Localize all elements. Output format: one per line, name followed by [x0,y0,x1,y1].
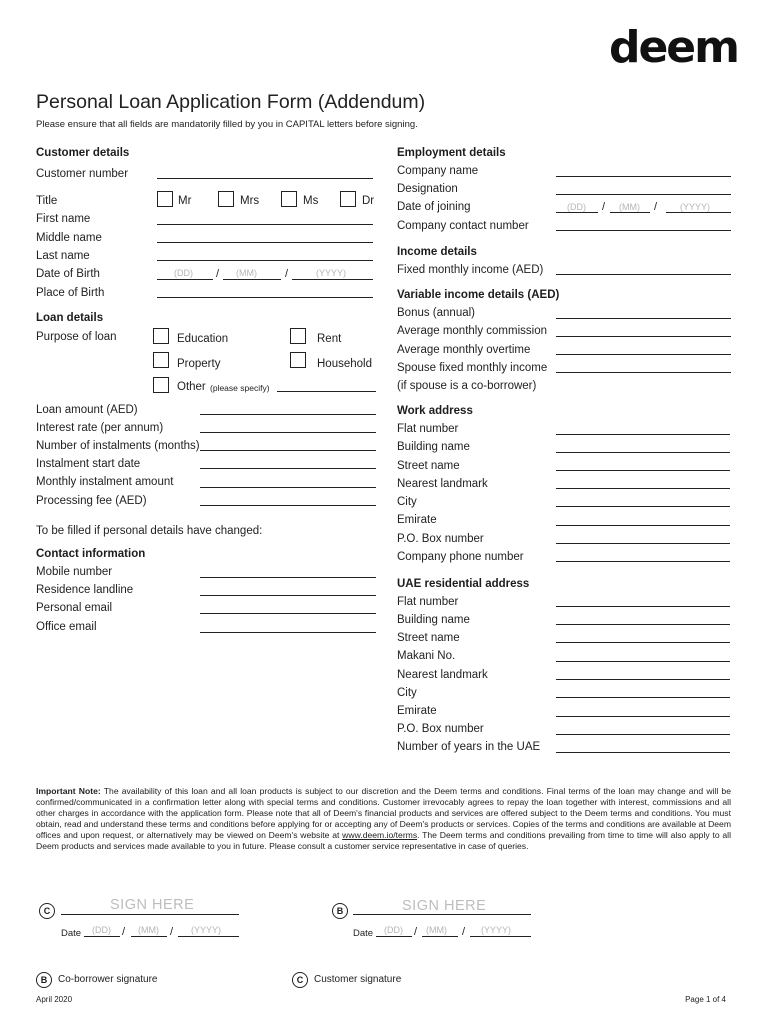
customer-sign-badge: C [39,903,55,919]
work-phone-field[interactable] [556,561,730,562]
work-pobox-field[interactable] [556,543,730,544]
title-label: Title [36,195,58,207]
company-contact-field[interactable] [556,230,731,231]
res-street-label: Street name [397,632,460,644]
loan-amount-label: Loan amount (AED) [36,404,138,416]
coborrower-date-label: Date [353,928,374,939]
page-title: Personal Loan Application Form (Addendum) [36,91,426,113]
changed-details-note: To be filled if personal details have changed: [36,525,263,537]
dob-label: Date of Birth [36,268,100,280]
middle-name-field[interactable] [157,242,373,243]
residential-heading: UAE residential address [397,578,530,590]
place-of-birth-label: Place of Birth [36,287,105,299]
legend-customer: Customer signature [314,974,402,985]
coborrower-sign-badge: B [332,903,348,919]
work-building-field[interactable] [556,452,730,453]
date-joining-label: Date of joining [397,201,471,213]
mobile-label: Mobile number [36,566,113,578]
title-mr-checkbox[interactable] [157,191,173,207]
title-ms-label: Ms [303,195,319,207]
coborrower-date-sep: / [462,926,466,938]
title-mr-label: Mr [178,195,192,207]
purpose-label: Purpose of loan [36,331,117,343]
important-note-text-end: . The Deem terms and conditions prevailing from time to time will also apply to all Deem products and services made available to you in future. Please consult a customer service representative in case of queries. [36,830,731,851]
coborrower-sign-here: SIGN HERE [402,898,487,914]
res-landmark-label: Nearest landmark [397,669,488,681]
work-flat-field[interactable] [556,434,730,435]
legend-b-badge: B [36,972,52,988]
coborrower-date-mm-field[interactable] [422,936,458,937]
res-makani-label: Makani No. [397,650,456,662]
fixed-income-label: Fixed monthly income (AED) [397,264,544,276]
company-name-label: Company name [397,165,479,177]
employment-heading: Employment details [397,147,506,159]
work-street-field[interactable] [556,470,730,471]
purpose-other-checkbox[interactable] [153,377,169,393]
coborrower-date-sep: / [414,926,418,938]
designation-field[interactable] [556,194,731,195]
customer-date-yyyy-placeholder: (YYYY) [191,925,222,935]
company-contact-label: Company contact number [397,220,529,232]
dob-yyyy-placeholder: (YYYY) [316,268,347,278]
purpose-household-checkbox[interactable] [290,352,306,368]
customer-date-mm-placeholder: (MM) [138,925,159,935]
res-years-field[interactable] [556,752,730,753]
joining-mm-field[interactable] [610,212,650,213]
legend-coborrower: Co-borrower signature [58,974,158,985]
last-name-field[interactable] [157,260,373,261]
overtime-field[interactable] [556,354,731,355]
start-date-field[interactable] [200,468,376,469]
first-name-label: First name [36,213,91,225]
customer-date-label: Date [61,928,82,939]
commission-field[interactable] [556,336,731,337]
title-ms-checkbox[interactable] [281,191,297,207]
contact-heading: Contact information [36,548,146,560]
landline-label: Residence landline [36,584,134,596]
coborrower-date-dd-field[interactable] [376,936,412,937]
middle-name-label: Middle name [36,232,102,244]
res-flat-label: Flat number [397,596,459,608]
customer-date-dd-field[interactable] [84,936,120,937]
fixed-income-field[interactable] [556,274,731,275]
legend-c-badge: C [292,972,308,988]
interest-rate-field[interactable] [200,432,376,433]
purpose-rent-label: Rent [317,333,342,345]
work-landmark-field[interactable] [556,488,730,489]
spouse-income-label: Spouse fixed monthly income [397,362,548,374]
personal-email-field[interactable] [200,613,376,614]
customer-date-dd-placeholder: (DD) [92,925,111,935]
interest-rate-label: Interest rate (per annum) [36,422,164,434]
res-makani-field[interactable] [556,661,730,662]
footer-date: April 2020 [36,995,73,1004]
res-city-field[interactable] [556,697,730,698]
res-building-field[interactable] [556,624,730,625]
res-years-label: Number of years in the UAE [397,741,541,753]
dob-dd-placeholder: (DD) [174,268,193,278]
work-street-label: Street name [397,460,460,472]
personal-email-label: Personal email [36,602,113,614]
instalments-label: Number of instalments (months) [36,440,200,452]
purpose-household-label: Household [317,358,372,370]
coborrower-date-yyyy-placeholder: (YYYY) [481,925,512,935]
place-of-birth-field[interactable] [157,297,373,298]
mobile-field[interactable] [200,577,376,578]
loan-amount-field[interactable] [200,414,376,415]
purpose-other-hint: (please specify) [210,383,270,393]
joining-dd-placeholder: (DD) [567,202,586,212]
landline-field[interactable] [200,595,376,596]
customer-details-heading: Customer details [36,147,130,159]
work-flat-label: Flat number [397,423,459,435]
res-pobox-label: P.O. Box number [397,723,484,735]
work-address-heading: Work address [397,405,473,417]
customer-sign-here: SIGN HERE [110,897,195,913]
res-street-field[interactable] [556,642,730,643]
title-mrs-checkbox[interactable] [218,191,234,207]
work-phone-label: Company phone number [397,551,524,563]
customer-number-label: Customer number [36,168,129,180]
dob-separator: / [216,268,220,280]
monthly-instalment-label: Monthly instalment amount [36,476,174,488]
joining-separator: / [602,201,606,213]
overtime-label: Average monthly overtime [397,344,531,356]
res-emirate-label: Emirate [397,705,437,717]
income-heading: Income details [397,246,477,258]
res-landmark-field[interactable] [556,679,730,680]
res-building-label: Building name [397,614,470,626]
spouse-note: (if spouse is a co-borrower) [397,380,537,392]
start-date-label: Instalment start date [36,458,141,470]
joining-mm-placeholder: (MM) [619,202,640,212]
bonus-field[interactable] [556,318,731,319]
important-note-text: The availability of this loan and all loan products is subject to our discretion and the Deem terms and conditions. Final terms of the loan may change and will be confirmed/communicated in a confirmation letter along with special terms and conditions. Customer irrevocably agrees to repay the loan together with interest, commissions and all other charges in accordance with the application form. Please note that all of Deem's financial products and services are offered subject to the Deem terms and conditions. You must obtain, read and understand these terms and conditions before applying for or accepting any of Deem's products or services. Copies of the terms and conditions are available at Deem offices and upon request, or alternatively may be viewed on Deem's website at [36,786,731,840]
work-emirate-field[interactable] [556,525,730,526]
instalments-field[interactable] [200,450,376,451]
office-email-label: Office email [36,621,97,633]
dob-separator: / [285,268,289,280]
spouse-income-field[interactable] [556,372,731,373]
work-landmark-label: Nearest landmark [397,478,488,490]
variable-income-heading: Variable income details (AED) [397,289,560,301]
bonus-label: Bonus (annual) [397,307,475,319]
designation-label: Designation [397,183,458,195]
work-emirate-label: Emirate [397,514,437,526]
page-subtitle: Please ensure that all fields are mandatorily filled by you in CAPITAL letters before signing. [36,119,418,130]
res-pobox-field[interactable] [556,734,730,735]
deem-logo: deem [608,22,738,73]
res-city-label: City [397,687,417,699]
customer-date-sep: / [170,926,174,938]
monthly-instalment-field[interactable] [200,487,376,488]
important-note [36,786,731,852]
dob-yyyy-field[interactable] [292,279,373,280]
title-mrs-label: Mrs [240,195,260,207]
page-number: Page 1 of 4 [685,995,726,1004]
coborrower-date-mm-placeholder: (MM) [426,925,447,935]
office-email-field[interactable] [200,632,376,633]
res-flat-field[interactable] [556,606,730,607]
res-emirate-field[interactable] [556,716,730,717]
commission-label: Average monthly commission [397,325,547,337]
coborrower-date-yyyy-field[interactable] [470,936,531,937]
purpose-property-label: Property [177,358,221,370]
last-name-label: Last name [36,250,90,262]
purpose-other-label: Other [177,381,206,393]
joining-yyyy-placeholder: (YYYY) [680,202,711,212]
dob-dd-field[interactable] [157,279,213,280]
customer-date-mm-field[interactable] [131,936,167,937]
processing-fee-label: Processing fee (AED) [36,495,147,507]
customer-signature-field[interactable] [61,914,239,915]
purpose-rent-checkbox[interactable] [290,328,306,344]
purpose-property-checkbox[interactable] [153,352,169,368]
joining-yyyy-field[interactable] [666,212,731,213]
joining-separator: / [654,201,658,213]
coborrower-signature-field[interactable] [353,914,531,915]
title-dr-label: Dr [362,195,375,207]
important-note-label: Important Note: [36,786,101,796]
terms-link[interactable]: www.deem.io/terms [342,830,418,840]
joining-dd-field[interactable] [556,212,598,213]
purpose-other-field[interactable] [277,391,376,392]
work-city-label: City [397,496,417,508]
processing-fee-field[interactable] [200,505,376,506]
customer-date-yyyy-field[interactable] [178,936,239,937]
customer-number-field[interactable] [157,178,373,179]
work-city-field[interactable] [556,506,730,507]
customer-date-sep: / [122,926,126,938]
coborrower-date-dd-placeholder: (DD) [384,925,403,935]
purpose-education-label: Education [177,333,229,345]
work-pobox-label: P.O. Box number [397,533,484,545]
first-name-field[interactable] [157,224,373,225]
work-building-label: Building name [397,441,470,453]
purpose-education-checkbox[interactable] [153,328,169,344]
dob-mm-field[interactable] [223,279,281,280]
title-dr-checkbox[interactable] [340,191,356,207]
dob-mm-placeholder: (MM) [236,268,257,278]
company-name-field[interactable] [556,176,731,177]
loan-details-heading: Loan details [36,312,104,324]
